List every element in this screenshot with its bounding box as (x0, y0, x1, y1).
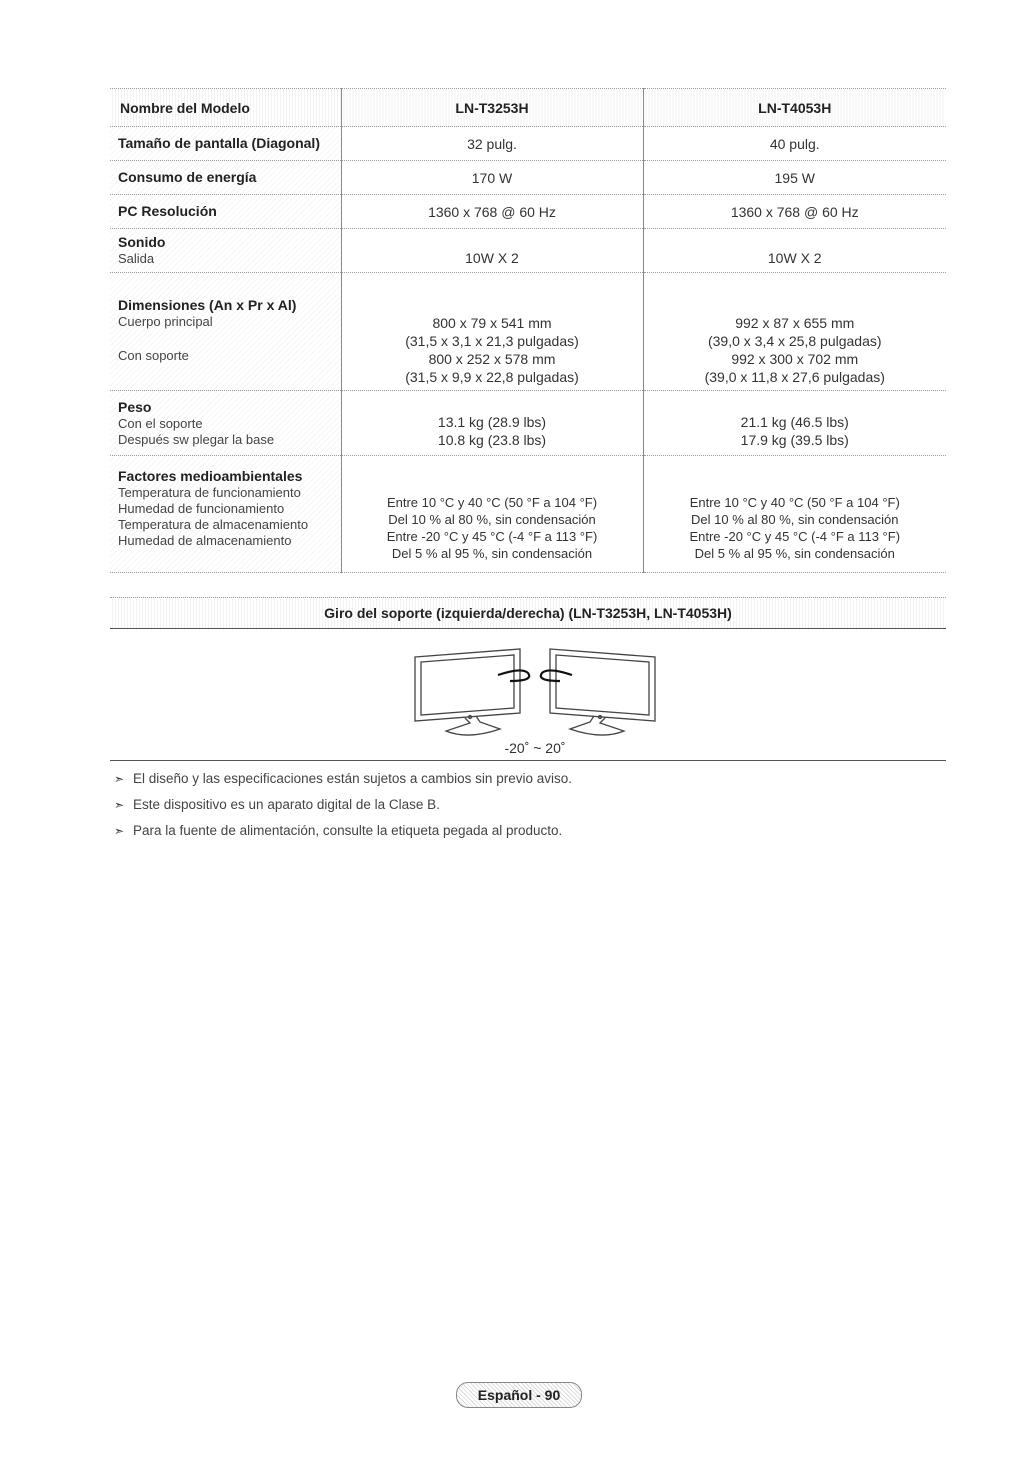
environment-1-storage-humidity: Del 5 % al 95 %, sin condensación (391, 546, 593, 561)
table-row-power (110, 161, 946, 195)
header-model-1: LN-T3253H (341, 89, 643, 127)
table-header-row (110, 89, 946, 127)
rotation-arrows-icon (498, 670, 572, 681)
dimensions-1-stand-in: (31,5 x 9,9 x 22,8 pulgadas) (405, 369, 579, 385)
environment-2-op-temp: Entre 10 °C y 40 °C (50 °F a 104 °F) (689, 495, 900, 510)
sound-value-2: 10W X 2 (643, 229, 946, 273)
note-text: Para la fuente de alimentación, consulte la etiqueta pegada al producto. (133, 823, 563, 838)
spec-table (110, 88, 946, 573)
weight-1-with-stand: 13.1 kg (28.9 lbs) (437, 414, 547, 430)
screen-size-value-2: 40 pulg. (643, 127, 946, 161)
environment-sub-storage-temp: Temperatura de almacenamiento (118, 517, 309, 532)
header-model-2: LN-T4053H (643, 89, 946, 127)
weight-1-folded: 10.8 kg (23.8 lbs) (437, 432, 547, 448)
sound-title: Sonido (118, 234, 166, 250)
note-text: Este dispositivo es un aparato digital de la Clase B. (133, 797, 440, 812)
environment-sub-op-humidity: Humedad de funcionamiento (118, 501, 285, 516)
tv-rotation-illustration (410, 645, 660, 740)
environment-2-op-humidity: Del 10 % al 80 %, sin condensación (691, 512, 899, 527)
environment-1-op-humidity: Del 10 % al 80 %, sin condensación (388, 512, 596, 527)
dimensions-2-stand-mm: 992 x 300 x 702 mm (731, 351, 859, 367)
environment-title: Factores medioambientales (118, 468, 303, 484)
environment-2-storage-humidity: Del 5 % al 95 %, sin condensación (694, 546, 895, 561)
power-value-2: 195 W (643, 161, 946, 195)
table-row-weight (110, 391, 946, 456)
table-row-dimensions (110, 273, 946, 391)
header-model-name: Nombre del Modelo (110, 89, 341, 127)
weight-2-with-stand: 21.1 kg (46.5 lbs) (740, 414, 849, 430)
note-item (114, 818, 934, 844)
pc-resolution-value-2: 1360 x 768 @ 60 Hz (643, 195, 946, 229)
pc-resolution-value-1: 1360 x 768 @ 60 Hz (341, 195, 643, 229)
dimensions-1-stand-mm: 800 x 252 x 578 mm (428, 351, 556, 367)
section-divider (110, 760, 946, 761)
note-text: El diseño y las especificaciones están sujetos a cambios sin previo aviso. (133, 771, 572, 786)
note-arrow-icon: ➣ (114, 772, 125, 786)
dimensions-2-stand-in: (39,0 x 11,8 x 27,6 pulgadas) (704, 369, 885, 385)
environment-1-op-temp: Entre 10 °C y 40 °C (50 °F a 104 °F) (386, 495, 598, 510)
dimensions-title: Dimensiones (An x Pr x Al) (118, 297, 297, 313)
weight-sub-folded: Después sw plegar la base (118, 431, 275, 447)
note-item (114, 766, 934, 792)
dimensions-2-body-mm: 992 x 87 x 655 mm (735, 315, 855, 331)
notes-list (114, 766, 934, 844)
tv-left-icon (415, 649, 520, 735)
environment-2-storage-temp: Entre -20 °C y 45 °C (-4 °F a 113 °F) (689, 529, 901, 544)
note-arrow-icon: ➣ (114, 824, 125, 838)
weight-2-folded: 17.9 kg (39.5 lbs) (740, 432, 849, 448)
page-number-badge: Español - 90 (456, 1382, 582, 1408)
table-row-screen-size (110, 127, 946, 161)
environment-sub-storage-humidity: Humedad de almacenamiento (118, 533, 292, 548)
dimensions-sub-stand: Con soporte (118, 348, 189, 363)
table-row-pc-resolution (110, 195, 946, 229)
dimensions-sub-body: Cuerpo principal (118, 314, 213, 329)
tv-right-icon (550, 649, 655, 735)
weight-sub-with-stand: Con el soporte (118, 415, 203, 431)
note-item (114, 792, 934, 818)
note-arrow-icon: ➣ (114, 798, 125, 812)
power-label: Consumo de energía (118, 169, 257, 185)
weight-title: Peso (118, 398, 152, 415)
sound-value-1: 10W X 2 (341, 229, 643, 273)
dimensions-2-body-in: (39,0 x 3,4 x 25,8 pulgadas) (707, 333, 882, 349)
pc-resolution-label: PC Resolución (118, 203, 217, 219)
table-row-sound (110, 229, 946, 273)
dimensions-1-body-mm: 800 x 79 x 541 mm (432, 315, 552, 331)
table-row-environment (110, 456, 946, 573)
sound-sub-label: Salida (118, 251, 155, 266)
rotation-title: Giro del soporte (izquierda/derecha) (LN-T3253H, LN-T4053H) (110, 597, 946, 629)
power-value-1: 170 W (341, 161, 643, 195)
screen-size-label: Tamaño de pantalla (Diagonal) (118, 135, 320, 151)
environment-sub-op-temp: Temperatura de funcionamiento (118, 485, 301, 500)
environment-1-storage-temp: Entre -20 °C y 45 °C (-4 °F a 113 °F) (386, 529, 598, 544)
screen-size-value-1: 32 pulg. (341, 127, 643, 161)
rotation-angle-label: -20˚ ~ 20˚ (504, 740, 566, 756)
dimensions-1-body-in: (31,5 x 3,1 x 21,3 pulgadas) (405, 333, 579, 349)
